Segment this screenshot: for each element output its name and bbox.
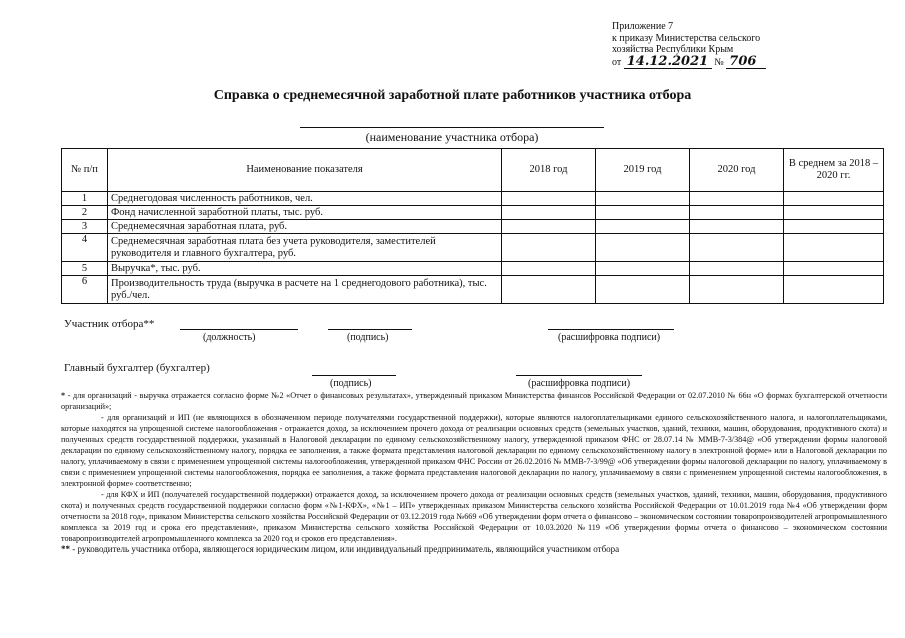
- cell-average[interactable]: [784, 262, 884, 276]
- row-num: 4: [62, 234, 108, 262]
- appendix-date-line: [612, 53, 766, 69]
- header-2020: 2020 год: [690, 149, 784, 192]
- cell-2020[interactable]: [690, 192, 784, 206]
- indicators-table: [61, 148, 884, 304]
- table-row: [62, 192, 884, 206]
- row-num: 2: [62, 206, 108, 220]
- decoding-caption: (расшифровка подписи): [558, 332, 661, 343]
- appendix-line-1: Приложение 7: [612, 21, 674, 32]
- row-name: Среднемесячная заработная плата, руб.: [108, 220, 502, 234]
- table-row: [62, 234, 884, 262]
- cell-average[interactable]: [784, 192, 884, 206]
- appendix-block: [612, 21, 766, 69]
- row-num: 1: [62, 192, 108, 206]
- appendix-line-3: хозяйства Республики Крым: [612, 44, 734, 55]
- footnote-star1-c: - для КФХ и ИП (получателей государственной поддержки) отражается доход, за исключением прочего дохода от реализации основных средств (земельных участков, зданий, техники, машин, оборудования, продуктивного скота) и полученных средств государственной поддержки согласно форм «№1-КФХ», «№1 – ИП» утвержденных приказом Министерства сельского хозяйства Российской Федерации от 10.01.2019 года №4 «Об утверждении форм отчетности за 2018 год», приказом Министерства сельского хозяйства Российской Федерации от 03.12.2019 года №669 «Об утверждении форм отчета о финансово – экономическом состоянии товаропроизводителей агропромышленного комплекса за 2019 год и срока его представления», приказом Министерства сельского хозяйства Российской Федерации от 10.03.2020 №119 «Об утверждении формы отчета о финансово – экономическом состоянии товаропроизводителей агропромышленного комплекса за 2020 год и сроков его представления».: [61, 490, 887, 543]
- decoding-line[interactable]: [548, 329, 674, 330]
- footnote-star1-a: * - для организаций - выручка отражается согласно форме №2 «Отчет о финансовых результатах», утвержденный приказом Министерства финансов Российской Федерации от 02.07.2010 № 66н «О формах бухгалтерской отчетности организаций»;: [61, 391, 887, 411]
- row-name: Фонд начисленной заработной платы, тыс. руб.: [108, 206, 502, 220]
- cell-average[interactable]: [784, 234, 884, 262]
- cell-2020[interactable]: [690, 234, 784, 262]
- cell-2019[interactable]: [596, 262, 690, 276]
- acc-signature-line[interactable]: [312, 375, 396, 376]
- cell-average[interactable]: [784, 220, 884, 234]
- row-name: Среднегодовая численность работников, чел.: [108, 192, 502, 206]
- cell-2019[interactable]: [596, 220, 690, 234]
- row-name: Выручка*, тыс. руб.: [108, 262, 502, 276]
- cell-2019[interactable]: [596, 234, 690, 262]
- position-caption: (должность): [203, 332, 256, 343]
- signature-line[interactable]: [328, 329, 412, 330]
- footnote-star2: ** - руководитель участника отбора, являющегося юридическим лицом, или индивидуальный предприниматель, являющийся участником отбора: [61, 544, 620, 554]
- cell-average[interactable]: [784, 276, 884, 304]
- footnote-star1-b: - для организаций и ИП (не являющихся в обозначенном периоде получателями государственной поддержки), которые являются налогоплательщиками единого сельскохозяйственного налога, и налогоплательщиками, которые находятся на упрощенной системе налогообложения - отражается доход, за исключением прочего дохода от реализации основных средств (земельных участков, зданий, техники, машин, оборудования, продуктивного скота) и полученных средств государственной поддержки, указанный в Налоговой декларации по единому сельскохозяйственному налогу, утвержденной приказом ФНС от 28.07.14 № ММВ-7-3/384@ «Об утверждении формы налоговой декларации по единому сельскохозяйственному налогу, порядка ее заполнения, а также формата представления налоговой декларации по единому сельскохозяйственному налогу в электронной форме» или в Налоговой декларации по налогу, уплачиваемому в связи с применением упрощенной системы налогообложения, утвержденной приказом ФНС России от 26.02.2016 № ММВ-7-3/99@ «Об утверждении формы налоговой декларации по налогу, уплачиваемому в связи с применением упрощенной системы налогообложения, порядка ее заполнения, а также формата представления налоговой декларации по налогу, уплачиваемому в связи с применением упрощенной системы налогообложения, в электронной форме» соответственно;: [61, 413, 887, 488]
- footnotes: [61, 390, 887, 555]
- cell-2018[interactable]: [502, 234, 596, 262]
- cell-average[interactable]: [784, 206, 884, 220]
- cell-2018[interactable]: [502, 276, 596, 304]
- cell-2019[interactable]: [596, 192, 690, 206]
- table-header-row: [62, 149, 884, 192]
- table-row: [62, 220, 884, 234]
- header-average: В среднем за 2018 – 2020 гг.: [784, 149, 884, 192]
- cell-2019[interactable]: [596, 276, 690, 304]
- row-num: 3: [62, 220, 108, 234]
- appendix-line-2: к приказу Министерства сельского: [612, 32, 761, 44]
- header-num: № п/п: [62, 149, 108, 192]
- acc-signature-caption: (подпись): [330, 378, 372, 389]
- row-name: Среднемесячная заработная плата без учета руководителя, заместителей руководителя и главного бухгалтера, руб.: [108, 234, 502, 262]
- cell-2020[interactable]: [690, 220, 784, 234]
- cell-2018[interactable]: [502, 220, 596, 234]
- signature-caption: (подпись): [347, 332, 389, 343]
- table-row: [62, 206, 884, 220]
- row-num: 5: [62, 262, 108, 276]
- cell-2020[interactable]: [690, 206, 784, 220]
- row-name: Производительность труда (выручка в расчете на 1 среднегодового работника), тыс. руб./чел.: [108, 276, 502, 304]
- header-2018: 2018 год: [502, 149, 596, 192]
- cell-2020[interactable]: [690, 276, 784, 304]
- participant-name-line: [300, 127, 604, 128]
- participant-name-label: (наименование участника отбора): [365, 130, 539, 144]
- header-name: Наименование показателя: [108, 149, 502, 192]
- cell-2018[interactable]: [502, 262, 596, 276]
- cell-2019[interactable]: [596, 206, 690, 220]
- cell-2020[interactable]: [690, 262, 784, 276]
- footnote-star1-mark: *: [61, 391, 66, 400]
- date-value: 14.12.2021: [624, 56, 712, 69]
- header-2019: 2019 год: [596, 149, 690, 192]
- cell-2018[interactable]: [502, 192, 596, 206]
- footnote-star2-mark: **: [61, 544, 70, 554]
- acc-decoding-line[interactable]: [516, 375, 642, 376]
- row-num: 6: [62, 276, 108, 304]
- table-row: [62, 262, 884, 276]
- cell-2018[interactable]: [502, 206, 596, 220]
- position-line[interactable]: [180, 329, 298, 330]
- date-prefix: от: [612, 56, 622, 68]
- participant-label: Участник отбора**: [64, 318, 155, 330]
- number-value: 706: [726, 56, 766, 69]
- acc-decoding-caption: (расшифровка подписи): [528, 378, 631, 389]
- accountant-label: Главный бухгалтер (бухгалтер): [64, 362, 210, 374]
- number-prefix: №: [714, 56, 724, 68]
- table-row: [62, 276, 884, 304]
- document-title: Справка о среднемесячной заработной плате работников участника отбора: [213, 88, 692, 103]
